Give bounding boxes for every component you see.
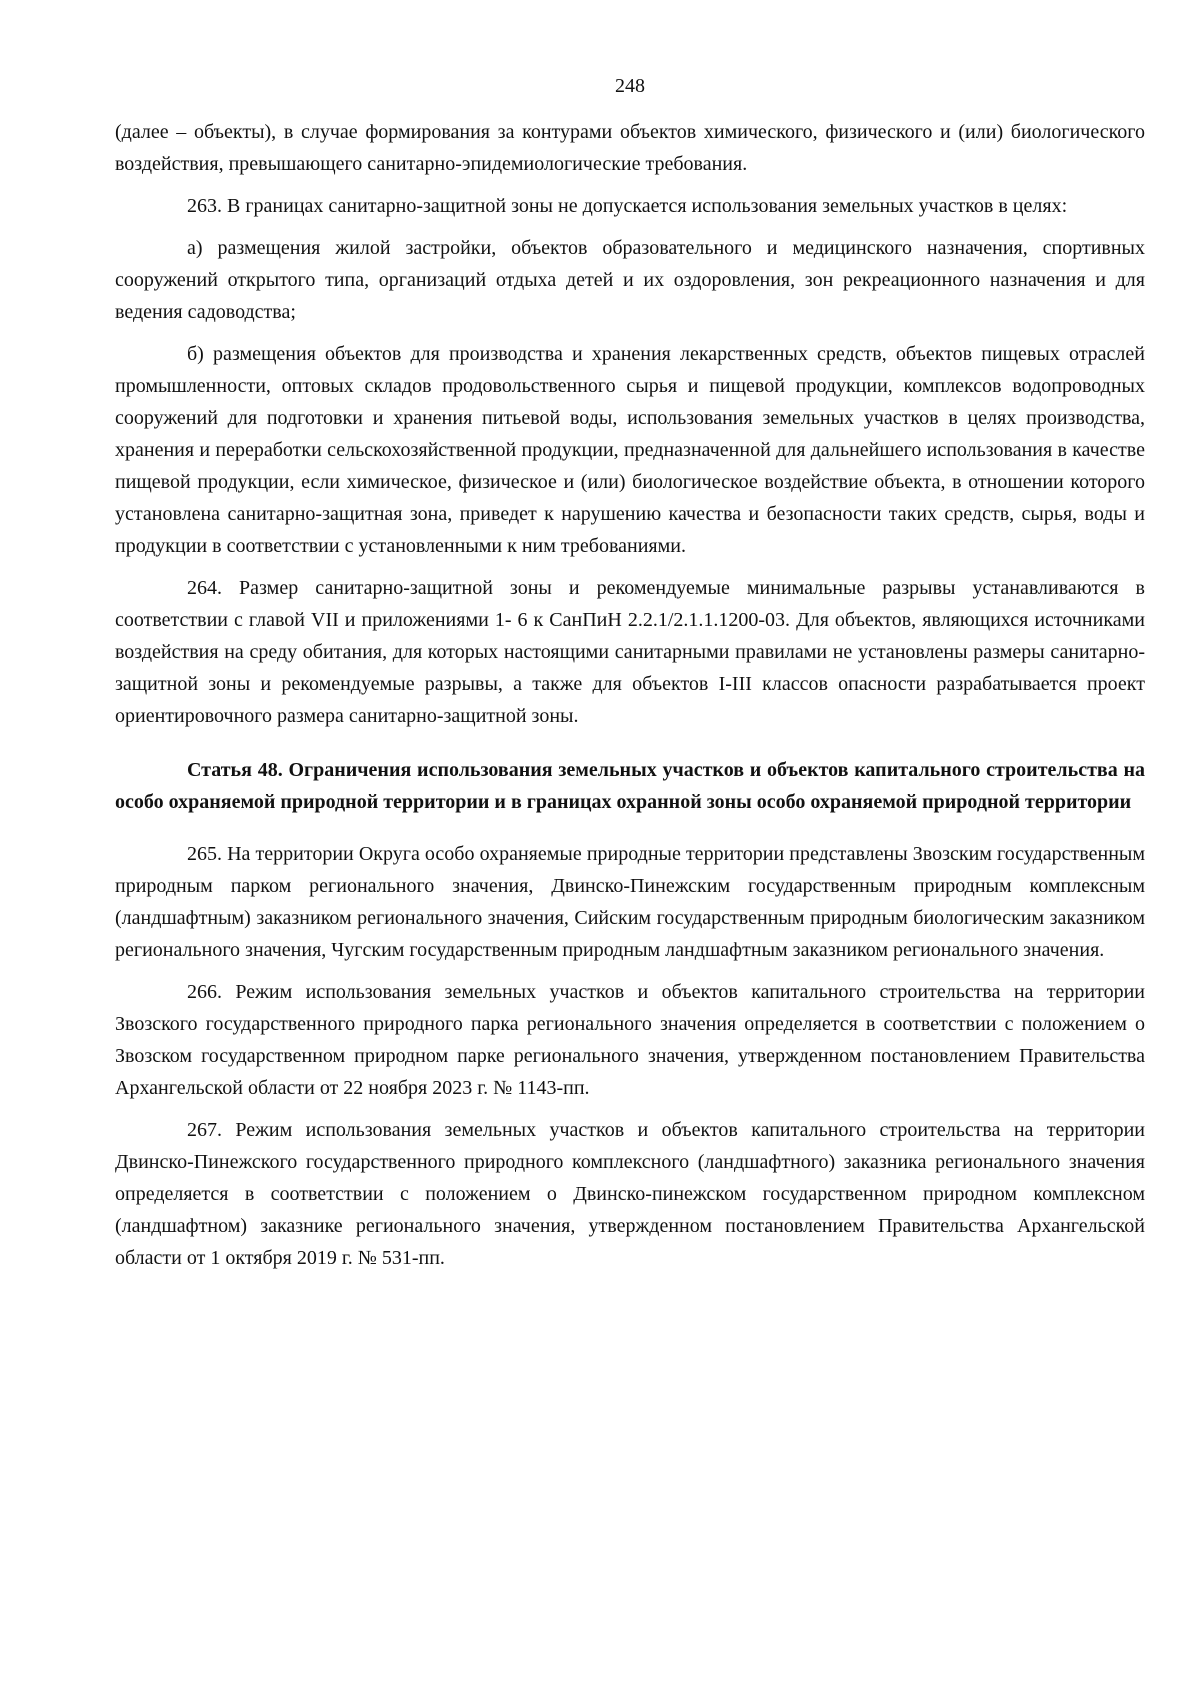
paragraph-267: 267. Режим использования земельных участков и объектов капитального строительства на территории Двинско-Пинежского государственного природного комплексного (ландшафтного) заказника регионального значения определяется в соответствии с положением о Двинско-пинежском государственном природном комплексном (ландшафтном) заказнике регионального значения, утвержденном постановлением Правительства Архангельской области от 1 октября 2019 г. № 531-пп. — [115, 1119, 1145, 1269]
paragraph-263-b: б) размещения объектов для производства и хранения лекарственных средств, объектов пищевых отраслей промышленности, оптовых складов продовольственного сырья и пищевой продукции, комплексов водопроводных сооружений для подготовки и хранения питьевой воды, использования земельных участков в целях производства, хранения и переработки сельскохозяйственной продукции, предназначенной для дальнейшего использования в качестве пищевой продукции, если химическое, физическое и (или) биологическое воздействие объекта, в отношении которого установлена санитарно-защитная зона, приведет к нарушению качества и безопасности таких средств, сырья, воды и продукции в соответствии с установленными к ним требованиями. — [115, 343, 1145, 557]
paragraph-continuation: (далее – объекты), в случае формирования за контурами объектов химического, физического и (или) биологического воздействия, превышающего санитарно-эпидемиологические требования. — [115, 121, 1145, 175]
article-48-heading: Статья 48. Ограничения использования земельных участков и объектов капитального строительства на особо охраняемой природной территории и в границах охранной зоны особо охраняемой природной территории — [115, 759, 1145, 813]
paragraph-265: 265. На территории Округа особо охраняемые природные территории представлены Звозским государственным природным парком регионального значения, Двинско-Пинежским государственным природным комплексным (ландшафтным) заказником регионального значения, Сийским государственным природным биологическим заказником регионального значения, Чугским государственным природным ландшафтным заказником регионального значения. — [115, 843, 1145, 961]
paragraph-264: 264. Размер санитарно-защитной зоны и рекомендуемые минимальные разрывы устанавливаются в соответствии с главой VII и приложениями 1- 6 к СанПиН 2.2.1/2.1.1.1200-03. Для объектов, являющихся источниками воздействия на среду обитания, для которых настоящими санитарными правилами не установлены размеры санитарно-защитной зоны и рекомендуемые разрывы, а также для объектов I-III классов опасности разрабатывается проект ориентировочного размера санитарно-защитной зоны. — [115, 577, 1145, 727]
page-number: 248 — [615, 75, 645, 97]
paragraph-263-a: а) размещения жилой застройки, объектов образовательного и медицинского назначения, спортивных сооружений открытого типа, организаций отдыха детей и их оздоровления, зон рекреационного назначения и для ведения садоводства; — [115, 237, 1145, 323]
document-page — [115, 0, 1145, 1284]
paragraph-263: 263. В границах санитарно-защитной зоны не допускается использования земельных участков в целях: — [187, 195, 1068, 217]
paragraph-266: 266. Режим использования земельных участков и объектов капитального строительства на территории Звозского государственного природного парка регионального значения определяется в соответствии с положением о Звозском государственном природном парке регионального значения, утвержденном постановлением Правительства Архангельской области от 22 ноября 2023 г. № 1143-пп. — [115, 981, 1145, 1099]
